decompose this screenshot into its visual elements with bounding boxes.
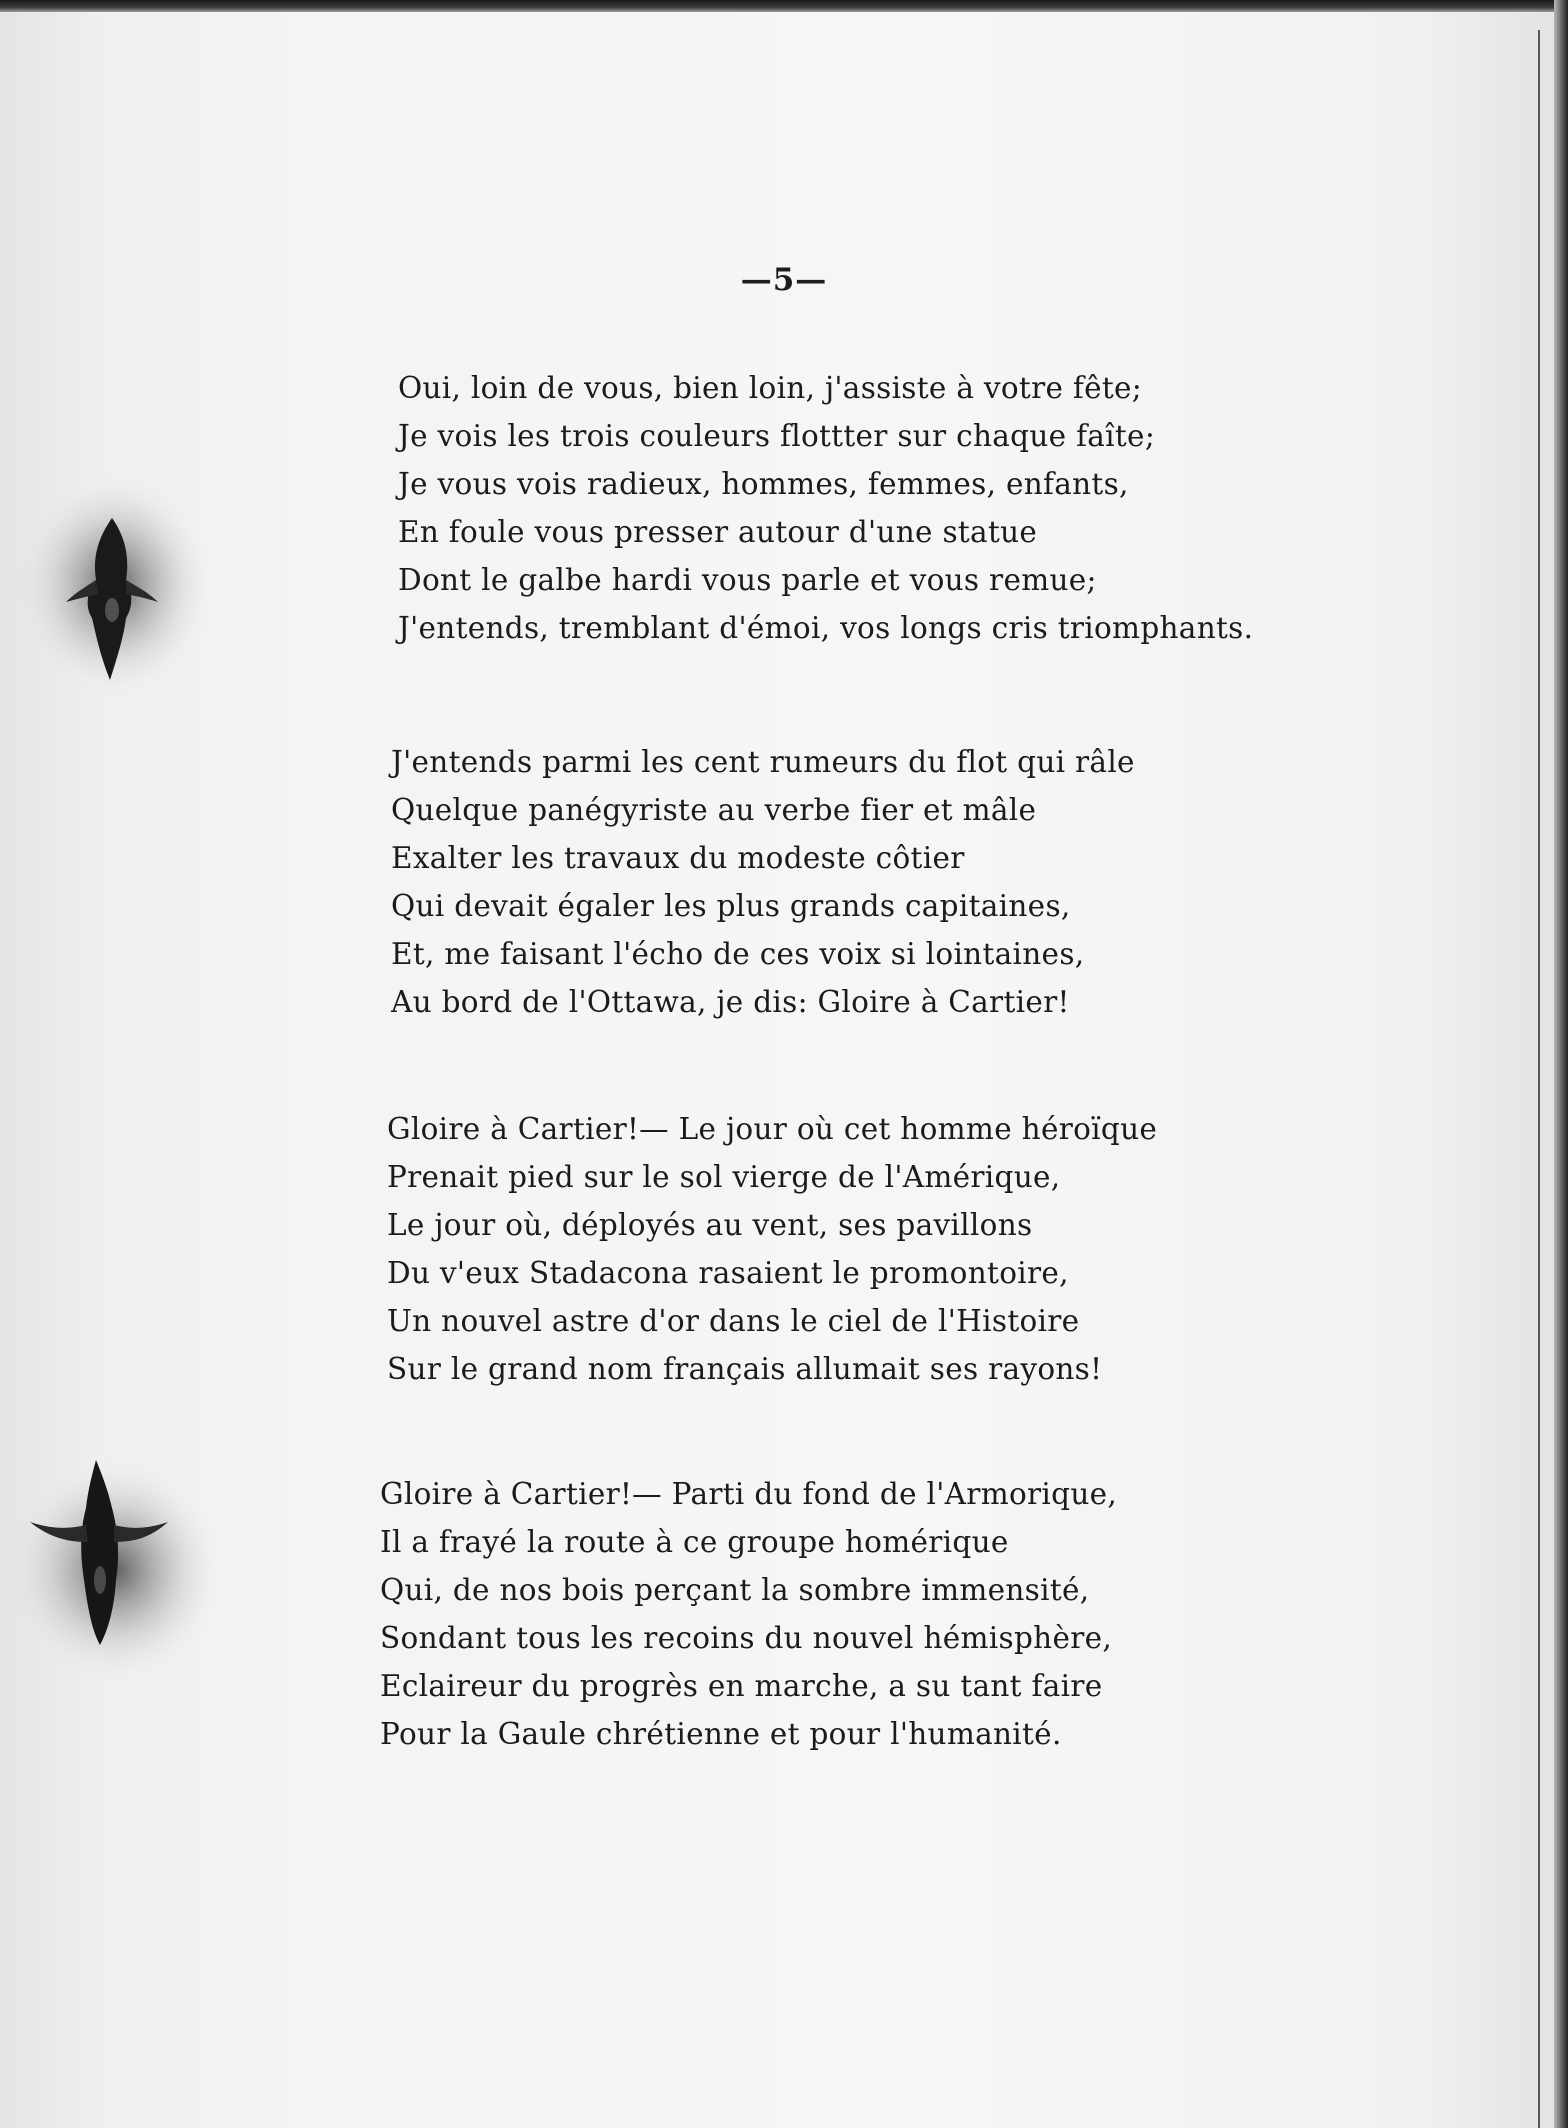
stanza-4	[380, 1470, 1117, 1758]
verse-line: Du v'eux Stadacona rasaient le promontoire,	[387, 1256, 1069, 1290]
verse-line: Je vois les trois couleurs flottter sur chaque faîte;	[398, 419, 1156, 453]
verse-line: Eclaireur du progrès en marche, a su tant faire	[380, 1669, 1103, 1703]
page-number: —5—	[740, 262, 828, 298]
stanza-3	[387, 1105, 1157, 1393]
scan-right-edge	[1554, 0, 1568, 2128]
lower-ink-blot	[0, 1430, 250, 1710]
verse-line: Le jour où, déployés au vent, ses pavillons	[387, 1208, 1033, 1242]
page-fold-line	[1538, 30, 1540, 2128]
verse-line: Qui devait égaler les plus grands capitaines,	[391, 889, 1071, 923]
verse-line: Un nouvel astre d'or dans le ciel de l'Histoire	[387, 1304, 1080, 1338]
verse-line: Dont le galbe hardi vous parle et vous remue;	[398, 563, 1097, 597]
verse-line: Prenait pied sur le sol vierge de l'Amérique,	[387, 1160, 1061, 1194]
verse-line: En foule vous presser autour d'une statue	[398, 515, 1038, 549]
verse-line: Gloire à Cartier!— Le jour où cet homme héroïque	[387, 1112, 1158, 1146]
stanza-2	[391, 738, 1135, 1026]
verse-line: Oui, loin de vous, bien loin, j'assiste à votre fête;	[398, 371, 1143, 405]
verse-line: Sondant tous les recoins du nouvel hémisphère,	[380, 1621, 1113, 1655]
verse-line: Et, me faisant l'écho de ces voix si lointaines,	[391, 937, 1085, 971]
upper-ink-blot	[0, 440, 230, 720]
stanza-1	[398, 364, 1253, 652]
verse-line: Gloire à Cartier!— Parti du fond de l'Armorique,	[380, 1477, 1118, 1511]
verse-line: Exalter les travaux du modeste côtier	[391, 841, 965, 875]
verse-line: J'entends, tremblant d'émoi, vos longs cris triomphants.	[398, 611, 1254, 645]
verse-line: Sur le grand nom français allumait ses rayons!	[387, 1352, 1103, 1386]
verse-line: Qui, de nos bois perçant la sombre immensité,	[380, 1573, 1090, 1607]
verse-line: J'entends parmi les cent rumeurs du flot qui râle	[391, 745, 1135, 779]
verse-line: Quelque panégyriste au verbe fier et mâle	[391, 793, 1037, 827]
verse-line: Il a frayé la route à ce groupe homérique	[380, 1525, 1009, 1559]
verse-line: Au bord de l'Ottawa, je dis: Gloire à Cartier!	[391, 985, 1070, 1019]
verse-line: Je vous vois radieux, hommes, femmes, enfants,	[398, 467, 1129, 501]
scan-top-edge	[0, 0, 1568, 12]
verse-line: Pour la Gaule chrétienne et pour l'humanité.	[380, 1717, 1062, 1751]
